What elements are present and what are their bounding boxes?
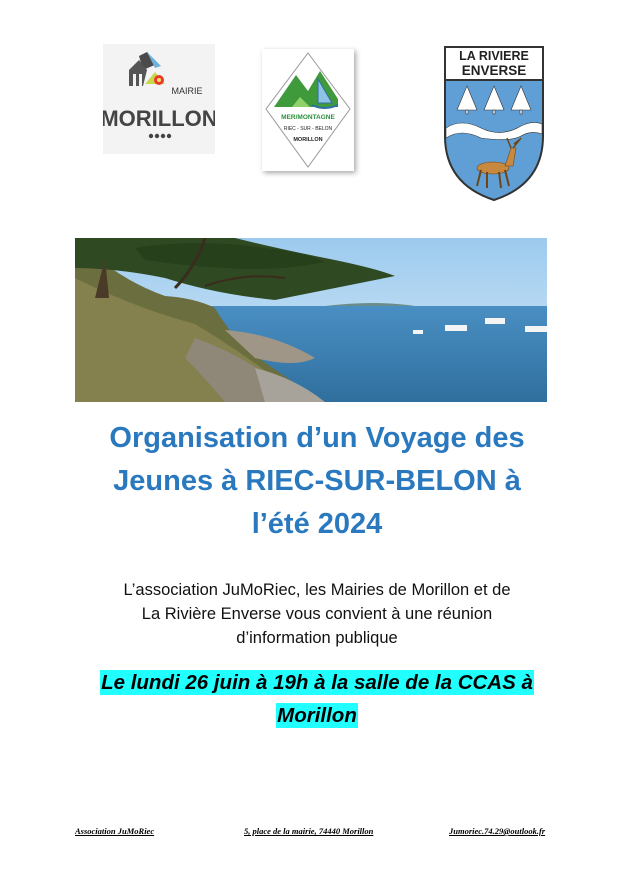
title-line-2: Jeunes à RIEC-SUR-BELON à <box>113 465 521 497</box>
title-line-3: l’été 2024 <box>251 508 383 540</box>
crest-line2: ENVERSE <box>461 63 527 78</box>
footer-association: Association JuMoRiec <box>75 826 155 836</box>
intro-line-2: La Rivière Enverse vous convient à une réunion <box>141 605 493 623</box>
coastal-landscape-photo <box>75 238 547 402</box>
footer-email[interactable]: Jumoriec.74.29@outlook.fr <box>449 826 546 836</box>
morillon-logo <box>103 44 215 154</box>
title-line-1: Organisation d’un Voyage des <box>109 422 525 454</box>
mer-montagne-text: MER/MONTAGNE <box>281 114 335 121</box>
morillon-logo-mairie: MAIRIE <box>171 86 203 96</box>
mer-montagne-logo <box>262 49 354 171</box>
meeting-line-2: Morillon <box>277 704 357 727</box>
mer-montagne-morillon: MORILLON <box>293 137 323 143</box>
riviere-enverse-crest <box>441 44 547 202</box>
page-title <box>40 417 594 546</box>
intro-paragraph <box>60 578 574 650</box>
intro-line-3: d’information publique <box>236 629 398 647</box>
morillon-logo-name: MORILLON <box>103 106 215 131</box>
footer-address: 5, place de la mairie, 74440 Morillon <box>244 826 374 836</box>
mer-montagne-riec: RIEC - SUR - BELON <box>283 126 333 132</box>
meeting-announcement <box>60 666 574 732</box>
crest-line1: LA RIVIERE <box>459 49 529 63</box>
intro-line-1: L’association JuMoRiec, les Mairies de Morillon et de <box>123 581 511 599</box>
meeting-line-1: Le lundi 26 juin à 19h à la salle de la CCAS à <box>101 671 533 694</box>
